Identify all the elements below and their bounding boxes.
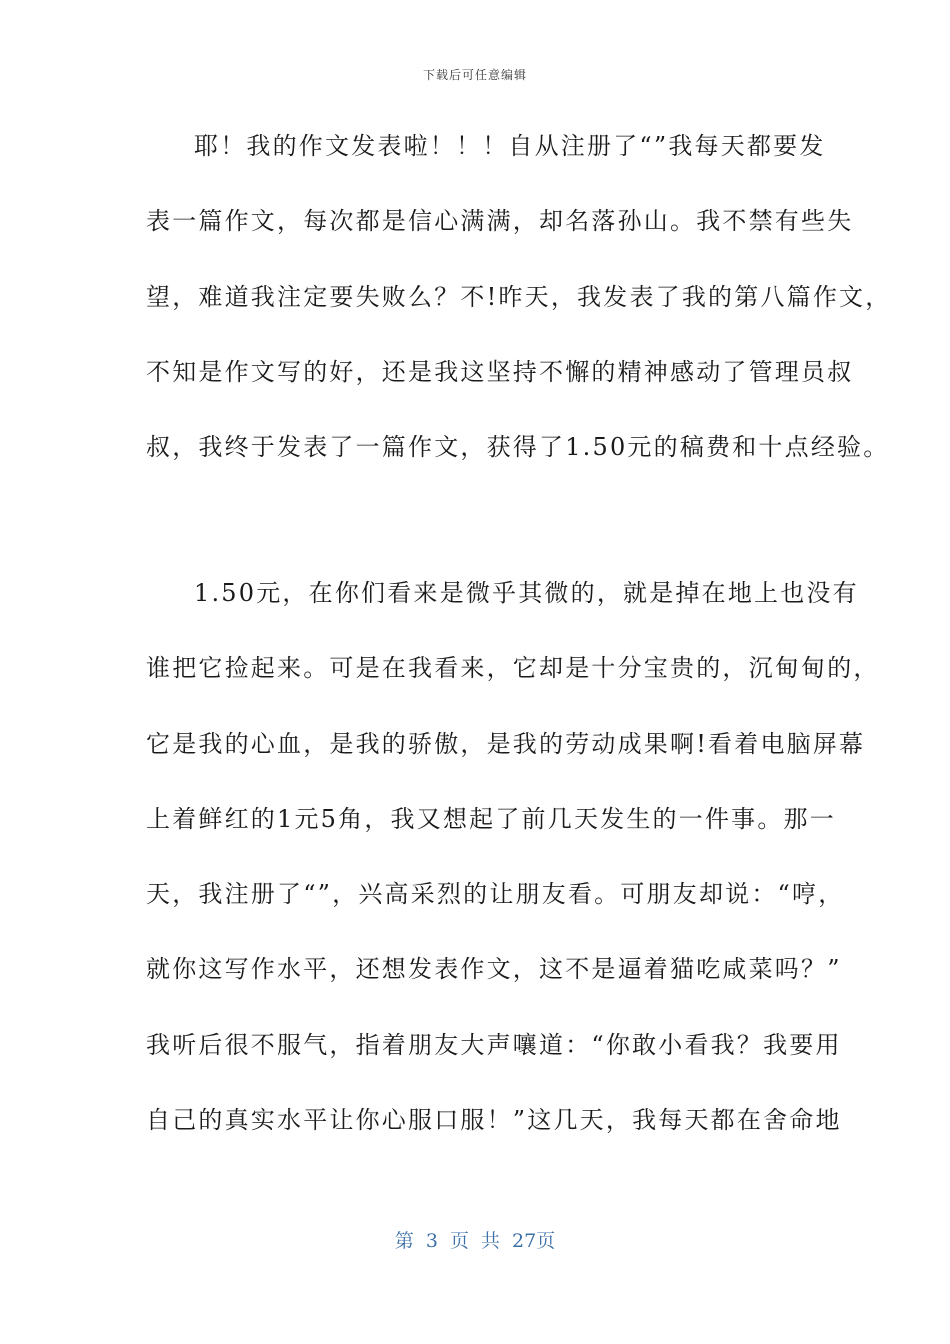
page-number: 第 3 页 共 27页: [394, 1230, 556, 1252]
paragraph: [146, 132, 892, 508]
text-line: 我听后很不服气，指着朋友大声嚷道：“你敢小看我？我要用: [146, 1030, 842, 1059]
text-line: 1.50元，在你们看来是微乎其微的，就是掉在地上也没有: [194, 579, 859, 607]
text-line: 上着鲜红的1元5角，我又想起了前几天发生的一件事。那一: [146, 804, 836, 833]
text-line: 就你这写作水平，还想发表作文，这不是逼着猫吃咸菜吗？”: [146, 955, 842, 984]
text-line: 自己的真实水平让你心服口服！”这几天，我每天都在舍命地: [146, 1106, 842, 1135]
text-line: 叔，我终于发表了一篇作文，获得了1.50元的稿费和十点经验。: [146, 433, 890, 462]
text-line: 不知是作文写的好，还是我这坚持不懈的精神感动了管理员叔: [146, 357, 854, 386]
page-header: 下载后可任意编辑: [422, 68, 527, 82]
text-line: 表一篇作文，每次都是信心满满，却名落孙山。我不禁有些失: [146, 207, 854, 236]
text-line: 耶！我的作文发表啦！！！自从注册了“”我每天都要发: [194, 132, 826, 160]
text-line: 天，我注册了“”，兴高采烈的让朋友看。可朋友却说：“哼，: [146, 880, 845, 909]
text-line: 它是我的心血，是我的骄傲，是我的劳动成果啊!看着电脑屏幕: [146, 729, 866, 758]
text-line: 望，难道我注定要失败么？不!昨天，我发表了我的第八篇作文，: [146, 282, 892, 311]
text-line: 谁把它捡起来。可是在我看来，它却是十分宝贵的，沉甸甸的，: [146, 654, 880, 683]
paragraph: [146, 579, 880, 1181]
